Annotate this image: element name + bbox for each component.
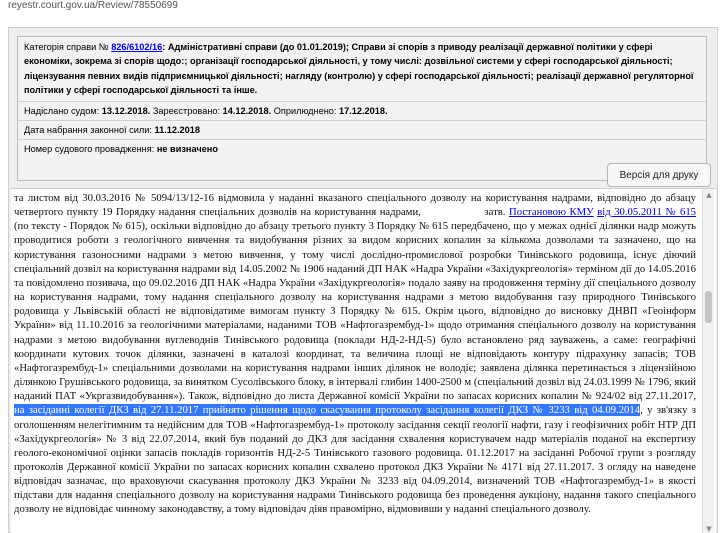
document-text: [14, 191, 696, 517]
category-text: : Адміністративні справи (до 01.01.2019); Справи зі спорів з приводу реалізації державної політики у сфері економіки, зокрема зі спорів щодо:; організації господарської діяльності, у тому числі: дозвільної системи у сфері господарської діяльності; ліцензування певних видів підприємницької діяльності; нагляду (контролю) у сфері господарської діяльності; реалізації державної регуляторної політики у сфері господарської діяльності та інше.: [24, 42, 694, 96]
scrollbar-thumb[interactable]: [705, 291, 712, 323]
text-segment: затв.: [484, 206, 506, 219]
scroll-down-icon[interactable]: ▼: [706, 525, 712, 533]
proceeding-row: [18, 140, 706, 158]
document-paragraph: [14, 191, 696, 517]
legal-force-row: [18, 121, 706, 140]
published-date: 17.12.2018.: [339, 105, 388, 116]
sent-label: Надіслано судом:: [24, 105, 100, 116]
published-label: Оприлюднено:: [273, 105, 337, 116]
document-viewer[interactable]: [11, 188, 716, 533]
selected-text[interactable]: на засіданні колегії ДКЗ від 27.11.2017 прийнято рішення щодо скасування протоколу засідання колегії ДКЗ № 3233 від 04.09.2014: [14, 404, 641, 417]
case-panel: [8, 27, 718, 533]
legal-force-label: Дата набрання законної сили:: [24, 125, 152, 136]
text-segment: (по тексту - Порядок № 615), оскільки відповідно до абзацу третього пункту 3 Порядку № 615 передбачено, що у межах однієї ділянки надр можуть проводитися роботи з геологічного вивчення та видобування різних за видом корисних копалин за кількома дозволами та зазначено, що на користування газоносними надрами з метою вивчення, у тому числі дослідно-промислової розробки Тинівського родовища, існує діючий спеціальний дозвіл на користування надрами від 14.05.2002 № 1906 наданий ДП НАК «Надра України «Західукргеологія» терміном дії до 14.05.2016 та повідомлено позивача, що 09.02.2016 ДП НАК «Надра України «Західукргеологія» подало заяву на продовження терміну дії спеціального дозволу на користування надрами, тому надання спеціального дозволу на користування надрами з метою видобування газу природного Тинівського родовища у Львівській області не відповідатиме вимогам пункту 3 Порядку № 615. Окрім цього, відповідно до висновку ДНВП «Геоінформ України» від 11.10.2016 за геологічними матеріалами, наданими ТОВ «Нафтогазрембуд-1» щодо отримання спеціального дозволу на користування надрами з метою видобування вуглеводнів Тинівського родовища (поклади НД-2-НД-5) було встановлено ряд зауважень, а саме: географічні координати кутових точок ділянки, зазначені в каталозі координат, та величина площі не відповідають контуру підрахунку запасів; ТОВ «Нафтогазрембуд-1» спеціальними дозволами на користування надрами інших ділянок не володіє; заявлена ділянка перетинається з ліцензійною ділянкою Грушівського родовища, за винятком Сусолівського блоку, в інтервалі глибин 1400-2500 м (спеціальний дозвіл від 24.03.1999 № 1796, який наданий ПАТ «Укргазвидобування»). Також, відповідно до листа Державної комісії України по запасах корисних копалин № 924/02 від 27.11.2017,: [14, 220, 696, 403]
case-number-link[interactable]: 826/6102/16: [111, 42, 163, 52]
resolution-link[interactable]: Постановою КМУ: [508, 206, 594, 219]
legal-force-date: 11.12.2018: [154, 125, 200, 136]
case-dates: [18, 102, 706, 121]
url-bar[interactable]: reyestr.court.gov.ua/Review/78550699: [0, 0, 727, 14]
sent-date: 13.12.2018.: [101, 105, 151, 116]
print-version-button[interactable]: Версія для друку: [607, 163, 711, 187]
proceeding-label: Номер судового провадження:: [24, 144, 155, 155]
proceeding-value: не визначено: [156, 144, 218, 155]
vertical-scrollbar[interactable]: [702, 189, 714, 533]
text-segment: абзацу четвертого пункту 19 Порядку надання спеціальних дозволів на користування надрами,: [14, 192, 696, 219]
registered-date: 14.12.2018.: [222, 105, 272, 116]
registered-label: Зареєстровано:: [152, 105, 221, 116]
category-label: Категорія справи №: [24, 42, 109, 52]
case-category: [18, 37, 706, 102]
scroll-up-icon[interactable]: ▲: [706, 191, 712, 199]
text-segment: , у зв'язку з оголошенням нелегітимним та недійсним для ТОВ «Нафтогазрембуд-1» протоколу засідання секції геології нафти, газу і геофізичних робіт НТР ДП «Західукргеологія» № 3 від 22.07.2014, який був поданий до ДКЗ для засідання схвалення користувачем надр матеріалів поданої на експертизу геолого-економічної оцінки запасів покладів горизонтів НД-2-5 Тинівського газового родовища. 01.12.2017 на засіданні Робочої групи з розгляду протоколів Державної комісії України по запасах корисних копалин схвалено протокол ДКЗ України № 4171 від 27.11.2017. З огляду на наведене відповідач зазначає, що враховуючи скасування протоколу ДКЗ України № 3233 від 04.09.2014, визначений ТОВ «Нафтогазрембуд-1» в якості підстави для надання спеціального дозволу на користування надрами Тинівського родовища без проведення аукціону, надання такого спеціального дозволу не відповідає чинному законодавству, а тому відповідач діяв правомірно, відмовивши у наданні спеціального дозволу.: [14, 404, 696, 516]
case-metadata: [17, 36, 707, 181]
resolution-date-link[interactable]: від 30.05.2011 № 615: [597, 206, 697, 219]
text-segment: та листом від 30.03.2016 № 5094/13/12-16 відмовила у наданні вказаного спеціального дозволу на користування надрами, відповідно до: [14, 192, 662, 204]
